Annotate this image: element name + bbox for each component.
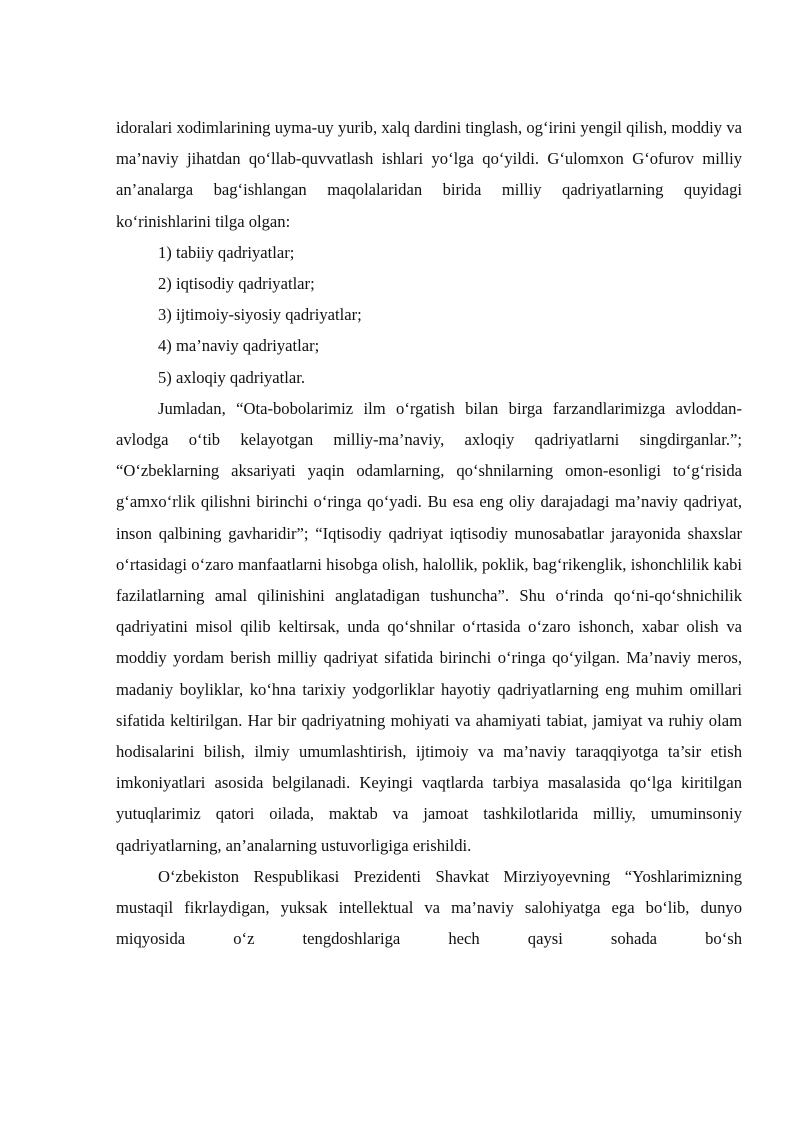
document-page [116,112,742,954]
list-item-natural-values: 1) tabiiy qadriyatlar; [158,242,295,262]
list-item-economic-values: 2) iqtisodiy qadriyatlar; [158,274,315,294]
list-item-spiritual-values: 4) ma’naviy qadriyatlar; [158,336,320,356]
paragraph-continuation: idoralari xodimlarining uyma-uy yurib, xalq dardini tinglash, og‘irini yengil qilish, moddiy va ma’naviy jihatdan qo‘llab-quvvatlash ishlari yo‘lga qo‘yildi. G‘ulomxon G‘ofurov milliy an’analarga bag‘ishlangan maqolalaridan birida milliy qadriyatlarning quyidagi ko‘rinishlarini tilga olgan: [116,118,742,231]
paragraph-examples: Jumladan, “Ota-bobolarimiz ilm o‘rgatish bilan birga farzandlarimizga avloddan-avlodga o‘tib kelayotgan milliy-ma’naviy, axloqiy qadriyatlarni singdirganlar.”; “O‘zbeklarning aksariyati yaqin odamlarning, qo‘shnilarning omon-esonligi to‘g‘risida g‘amxo‘rlik qilishni birinchi o‘ringa qo‘yadi. Bu esa eng oliy darajadagi ma’naviy qadriyat, inson qalbining gavharidir”; “Iqtisodiy qadriyat iqtisodiy munosabatlar jarayonida shaxslar o‘rtasidagi o‘zaro manfaatlarni hisobga olish, halollik, poklik, bag‘rikenglik, ishonchlilik kabi fazilatlarning amal qilinishini anglatadigan tushuncha”. Shu o‘rinda qo‘ni-qo‘shnichilik qadriyatini misol qilib keltirsak, unda qo‘shnilar o‘rtasida o‘zaro ishonch, xabar olish va moddiy yordam berish milliy qadriyat sifatida birinchi o‘ringa qo‘yilgan. Ma’naviy meros, madaniy boyliklar, ko‘hna tarixiy yodgorliklar hayotiy qadriyatlarning eng muhim omillari sifatida keltirilgan. Har bir qadriyatning mohiyati va ahamiyati tabiat, jamiyat va ruhiy olam hodisalarini bilish, ilmiy umumlashtirish, ijtimoiy va ma’naviy taraqqiyotga ta’sir etish imkoniyatlari asosida belgilanadi. Keyingi vaqtlarda tarbiya masalasida qo‘lga kiritilgan yutuqlarimiz qatori oilada, maktab va jamoat tashkilotlarida milliy, umuminsoniy qadriyatlarning, an’analarning ustuvorligiga erishildi. [116,398,742,855]
paragraph-president-quote: O‘zbekiston Respublikasi Prezidenti Shavkat Mirziyoyevning “Yoshlarimizning mustaqil fikrlaydigan, yuksak intellektual va ma’naviy salohiyatga ega bo‘lib, dunyo miqyosida o‘z tengdoshlariga hech qaysi sohada bo‘sh [116,866,742,949]
list-item-socio-political-values: 3) ijtimoiy-siyosiy qadriyatlar; [158,305,362,325]
list-item-moral-values: 5) axloqiy qadriyatlar. [158,367,305,387]
